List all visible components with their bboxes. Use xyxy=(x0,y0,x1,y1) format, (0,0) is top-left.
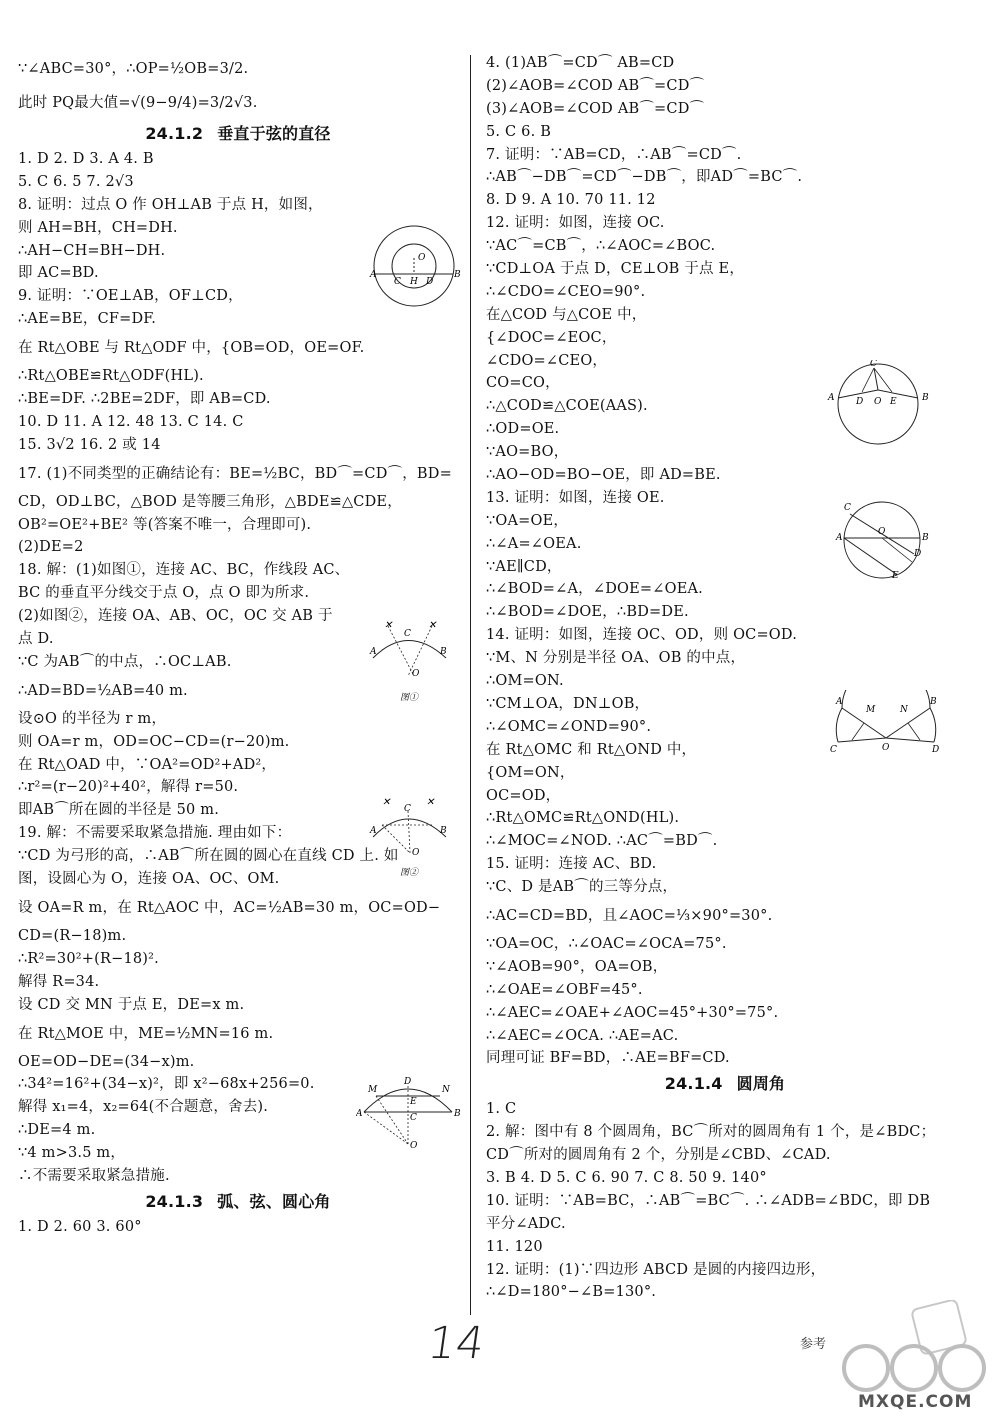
text-line: ∵∠AOB=90°，OA=OB， xyxy=(486,958,668,975)
text-line: 17. (1)不同类型的正确结论有：BE=½BC，BD⌒=CD⌒，BD= xyxy=(18,465,452,482)
text-line: 则 AH=BH，CH=DH. xyxy=(18,219,178,236)
text-line: ∴∠MOC=∠NOD. ∴AC⌒=BD⌒. xyxy=(486,833,718,850)
section-heading-24-1-2: 24.1.2 垂直于弦的直径 xyxy=(145,124,331,143)
figure-q13-circle xyxy=(834,498,934,584)
svg-text:B: B xyxy=(440,826,447,836)
svg-text:B: B xyxy=(440,647,447,657)
text-line: 3. B 4. D 5. C 6. 90 7. C 8. 50 9. 140° xyxy=(486,1169,767,1186)
text-line: {OM=ON， xyxy=(486,764,575,781)
text-line: ∴∠OAE=∠OBF=45°. xyxy=(486,981,643,998)
text-line: BC 的垂直平分线交于点 O，点 O 即为所求. xyxy=(18,585,310,602)
svg-text:H: H xyxy=(410,277,418,287)
text-line: CD，OD⊥BC，△BOD 是等腰三角形，△BDE≌△CDE， xyxy=(18,493,402,510)
svg-text:A: A xyxy=(370,826,377,836)
figure-q8-concentric-circles xyxy=(368,222,464,316)
text-line: 10. D 11. A 12. 48 13. C 14. C xyxy=(18,413,244,430)
text-line: 在 Rt△OBE 与 Rt△ODF 中，{OB=OD，OE=OF. xyxy=(18,340,365,357)
text-line: ∵OA=OE， xyxy=(486,512,569,529)
text-line: ∴BE=DF. ∴2BE=2DF，即 AB=CD. xyxy=(18,391,271,408)
text-line: 此时 PQ最大值=√(9−9/4)=3/2√3. xyxy=(18,95,258,111)
text-line: ∵AE∥CD， xyxy=(486,558,562,575)
svg-text:O: O xyxy=(412,669,420,679)
section-heading-24-1-4: 24.1.4 圆周角 xyxy=(664,1074,786,1094)
figure-q18-1 xyxy=(368,618,450,714)
svg-text:O: O xyxy=(878,527,886,537)
svg-text:O: O xyxy=(412,848,420,858)
text-line: {∠DOC=∠EOC， xyxy=(486,329,617,346)
svg-text:N: N xyxy=(900,705,908,715)
svg-text:C: C xyxy=(844,503,851,513)
right-column xyxy=(486,52,964,1304)
text-line: ∵CD 为弓形的高，∴AB⌒所在圆的圆心在直线 CD 上. 如 xyxy=(18,848,399,865)
svg-text:B: B xyxy=(454,1109,460,1119)
text-line: 即AB⌒所在圆的半径是 50 m. xyxy=(18,802,220,819)
svg-text:D: D xyxy=(404,1077,412,1087)
text-line: ∴∠A=∠OEA. xyxy=(486,535,582,552)
text-line: ∴r²=(r−20)²+40²，解得 r=50. xyxy=(18,779,239,796)
text-line: 则 OA=r m，OD=OC−CD=(r−20)m. xyxy=(18,733,290,750)
svg-text:B: B xyxy=(454,270,461,280)
text-line: 设 OA=R m，在 Rt△AOC 中，AC=½AB=30 m，OC=OD− xyxy=(18,899,441,916)
text-line: ∴OD=OE. xyxy=(486,421,560,438)
text-line: ∵CM⊥OA，DN⊥OB， xyxy=(486,695,650,712)
svg-text:C: C xyxy=(870,360,877,369)
text-line: 2. 解：图中有 8 个圆周角，BC⌒所对的圆周角有 1 个，是∠BDC； xyxy=(486,1124,936,1141)
svg-text:A: A xyxy=(836,697,843,707)
column-divider xyxy=(470,55,471,1315)
svg-text:M: M xyxy=(368,1085,378,1095)
text-line: ∴AE=BE，CF=DF. xyxy=(18,311,157,328)
svg-text:O: O xyxy=(882,743,890,753)
svg-text:A: A xyxy=(356,1109,363,1119)
text-line: OE=OD−DE=(34−x)m. xyxy=(18,1053,195,1070)
text-line: ∴∠AEC=∠OCA. ∴AE=AC. xyxy=(486,1027,679,1044)
text-line: ∴∠AEC=∠OAE+∠AOC=45°+30°=75°. xyxy=(486,1004,779,1021)
svg-text:C: C xyxy=(394,277,401,287)
text-line: (3)∠AOB=∠COD AB⌒=CD⌒ xyxy=(486,100,705,117)
text-line: ∴∠OMC=∠OND=90°. xyxy=(486,718,652,735)
text-line: 5. C 6. 5 7. 2√3 xyxy=(18,173,134,190)
text-line: 10. 证明：∵AB=BC，∴AB⌒=BC⌒. ∴∠ADB=∠BDC，即 DB xyxy=(486,1192,931,1209)
text-line: 1. C xyxy=(486,1101,517,1118)
svg-text:✕: ✕ xyxy=(382,797,391,808)
text-line: ∵∠ABC=30°，∴OP=½OB=3/2. xyxy=(18,61,249,77)
text-line: 在△COD 与△COE 中， xyxy=(486,306,647,323)
text-line: 13. 证明：如图，连接 OE. xyxy=(486,489,665,506)
text-line: 设 CD 交 MN 于点 E，DE=x m. xyxy=(18,996,245,1013)
text-line: ∴不需要采取紧急措施. xyxy=(18,1167,170,1184)
text-line: ∴AH−CH=BH−DH. xyxy=(18,242,166,259)
text-line: 即 AC=BD. xyxy=(18,265,99,282)
text-line: 14. 证明：如图，连接 OC、OD，则 OC=OD. xyxy=(486,627,798,644)
text-line: 在 Rt△OMC 和 Rt△OND 中， xyxy=(486,741,697,758)
text-line: ∵C 为AB⌒的中点，∴OC⊥AB. xyxy=(18,653,232,670)
svg-text:M: M xyxy=(866,705,876,715)
text-line: 在 Rt△OAD 中，∵OA²=OD²+AD²， xyxy=(18,756,277,773)
text-line: (2)DE=2 xyxy=(18,539,84,556)
text-line: ∴AO−OD=BO−OE，即 AD=BE. xyxy=(486,467,721,484)
svg-text:E: E xyxy=(890,397,897,407)
svg-text:A: A xyxy=(370,270,377,280)
figure-q12-circle xyxy=(826,360,938,450)
text-line: ∴∠CDO=∠CEO=90°. xyxy=(486,283,646,300)
figure-q19-arch xyxy=(356,1072,460,1156)
watermark-url: MXQE.COM xyxy=(858,1392,973,1412)
text-line: ∴△COD≌△COE(AAS). xyxy=(486,398,648,415)
text-line: ∵C、D 是AB⌒的三等分点， xyxy=(486,879,678,896)
text-line: (2)∠AOB=∠COD AB⌒=CD⌒ xyxy=(486,77,705,94)
text-line: ∴DE=4 m. xyxy=(18,1122,96,1139)
svg-text:E: E xyxy=(892,571,899,580)
text-line: ∴OM=ON. xyxy=(486,673,564,690)
page-number: 14 xyxy=(424,1318,488,1369)
text-line: 解得 x₁=4，x₂=64(不合题意，舍去). xyxy=(18,1099,269,1116)
section-heading-24-1-3: 24.1.3 弧、弦、圆心角 xyxy=(145,1191,331,1211)
text-line: 11. 120 xyxy=(486,1238,543,1255)
text-line: ∴34²=16²+(34−x)²，即 x²−68x+256=0. xyxy=(18,1076,315,1093)
text-line: ∵M、N 分别是半径 OA、OB 的中点， xyxy=(486,650,746,667)
svg-text:D: D xyxy=(426,277,434,287)
svg-text:D: D xyxy=(856,397,864,407)
svg-text:C: C xyxy=(410,1113,417,1123)
text-line: 1. D 2. 60 3. 60° xyxy=(18,1218,142,1235)
svg-text:E: E xyxy=(410,1097,417,1107)
text-line: 15. 3√2 16. 2 或 14 xyxy=(18,436,161,453)
svg-text:图②: 图② xyxy=(400,868,419,878)
text-line: 点 D. xyxy=(18,631,54,648)
text-line: ∵CD⊥OA 于点 D，CE⊥OB 于点 E， xyxy=(486,261,745,278)
text-line: 12. 证明：如图，连接 OC. xyxy=(486,215,665,232)
text-line: 7. 证明：∵AB=CD，∴AB⌒=CD⌒. xyxy=(486,146,742,163)
text-line: 平分∠ADC. xyxy=(486,1215,566,1232)
text-line: ∵AC⌒=CB⌒，∴∠AOC=∠BOC. xyxy=(486,238,716,255)
svg-text:图①: 图① xyxy=(400,693,419,703)
svg-text:B: B xyxy=(922,533,929,543)
text-line: 1. D 2. D 3. A 4. B xyxy=(18,151,154,167)
text-line: ∴AB⌒−DB⌒=CD⌒−DB⌒，即AD⌒=BC⌒. xyxy=(486,169,803,186)
svg-text:D: D xyxy=(932,745,940,755)
svg-text:O: O xyxy=(418,253,426,263)
text-line: 设⊙O 的半径为 r m， xyxy=(18,710,167,727)
text-line: CD⌒所对的圆周角有 2 个，分别是∠CBD、∠CAD. xyxy=(486,1147,831,1164)
text-line: 15. 证明：连接 AC、BD. xyxy=(486,856,657,873)
text-line: 5. C 6. B xyxy=(486,123,552,140)
text-line: ∵OA=OC，∴∠OAC=∠OCA=75°. xyxy=(486,935,727,952)
text-line: 图，设圆心为 O，连接 OA、OC、OM. xyxy=(18,871,280,888)
figure-q14-circle xyxy=(830,690,942,764)
text-line: 4. (1)AB⌒=CD⌒ AB=CD xyxy=(486,55,675,71)
text-line: 19. 解：不需要采取紧急措施. 理由如下： xyxy=(18,825,292,842)
svg-text:C: C xyxy=(404,804,411,814)
svg-text:C: C xyxy=(404,629,411,639)
svg-text:A: A xyxy=(370,647,377,657)
text-line: ∵AO=BO， xyxy=(486,444,569,461)
text-line: ∵4 m>3.5 m， xyxy=(18,1145,126,1162)
footer-reference-label: 参考 xyxy=(800,1337,827,1352)
text-line: CO=CO， xyxy=(486,375,560,392)
svg-text:C: C xyxy=(830,745,837,755)
text-line: ∴∠D=180°−∠B=130°. xyxy=(486,1284,657,1301)
svg-text:O: O xyxy=(410,1141,418,1151)
watermark-logo-icon xyxy=(826,1300,998,1400)
text-line: 8. D 9. A 10. 70 11. 12 xyxy=(486,192,656,209)
text-line: ∴∠BOD=∠A，∠DOE=∠OEA. xyxy=(486,581,703,598)
text-line: OC=OD， xyxy=(486,787,561,804)
svg-text:✕: ✕ xyxy=(428,620,437,631)
text-line: ∴Rt△OMC≌Rt△OND(HL). xyxy=(486,810,680,827)
svg-text:D: D xyxy=(914,549,922,559)
svg-text:B: B xyxy=(922,393,929,403)
text-line: (2)如图②，连接 OA、AB、OC，OC 交 AB 于 xyxy=(18,608,333,625)
svg-text:✕: ✕ xyxy=(384,620,393,631)
text-line: OB²=OE²+BE² 等(答案不唯一，合理即可). xyxy=(18,516,312,533)
svg-text:B: B xyxy=(930,697,937,707)
text-line: 同理可证 BF=BD，∴AE=BF=CD. xyxy=(486,1050,730,1067)
text-line: 在 Rt△MOE 中，ME=½MN=16 m. xyxy=(18,1025,274,1042)
text-line: ∠CDO=∠CEO， xyxy=(486,352,608,369)
figure-q18-2 xyxy=(368,795,450,885)
svg-text:N: N xyxy=(442,1085,450,1095)
text-line: 解得 R=34. xyxy=(18,973,100,990)
text-line: ∴∠BOD=∠DOE，∴BD=DE. xyxy=(486,604,689,621)
svg-text:✕: ✕ xyxy=(426,797,435,808)
text-line: 18. 解：(1)如图①，连接 AC、BC，作线段 AC、 xyxy=(18,562,350,579)
text-line: ∴AD=BD=½AB=40 m. xyxy=(18,682,188,699)
text-line: ∴AC=CD=BD，且∠AOC=⅓×90°=30°. xyxy=(486,907,773,924)
text-line: 9. 证明：∵OE⊥AB，OF⊥CD， xyxy=(18,288,243,305)
svg-text:A: A xyxy=(836,533,843,543)
text-line: 12. 证明：(1)∵四边形 ABCD 是圆的内接四边形， xyxy=(486,1261,826,1278)
text-line: ∴R²=30²+(R−18)². xyxy=(18,950,159,967)
text-line: CD=(R−18)m. xyxy=(18,927,127,944)
svg-text:A: A xyxy=(828,393,835,403)
text-line: 8. 证明：过点 O 作 OH⊥AB 于点 H，如图， xyxy=(18,196,323,213)
text-line: ∴Rt△OBE≌Rt△ODF(HL). xyxy=(18,368,204,385)
svg-text:O: O xyxy=(874,397,882,407)
